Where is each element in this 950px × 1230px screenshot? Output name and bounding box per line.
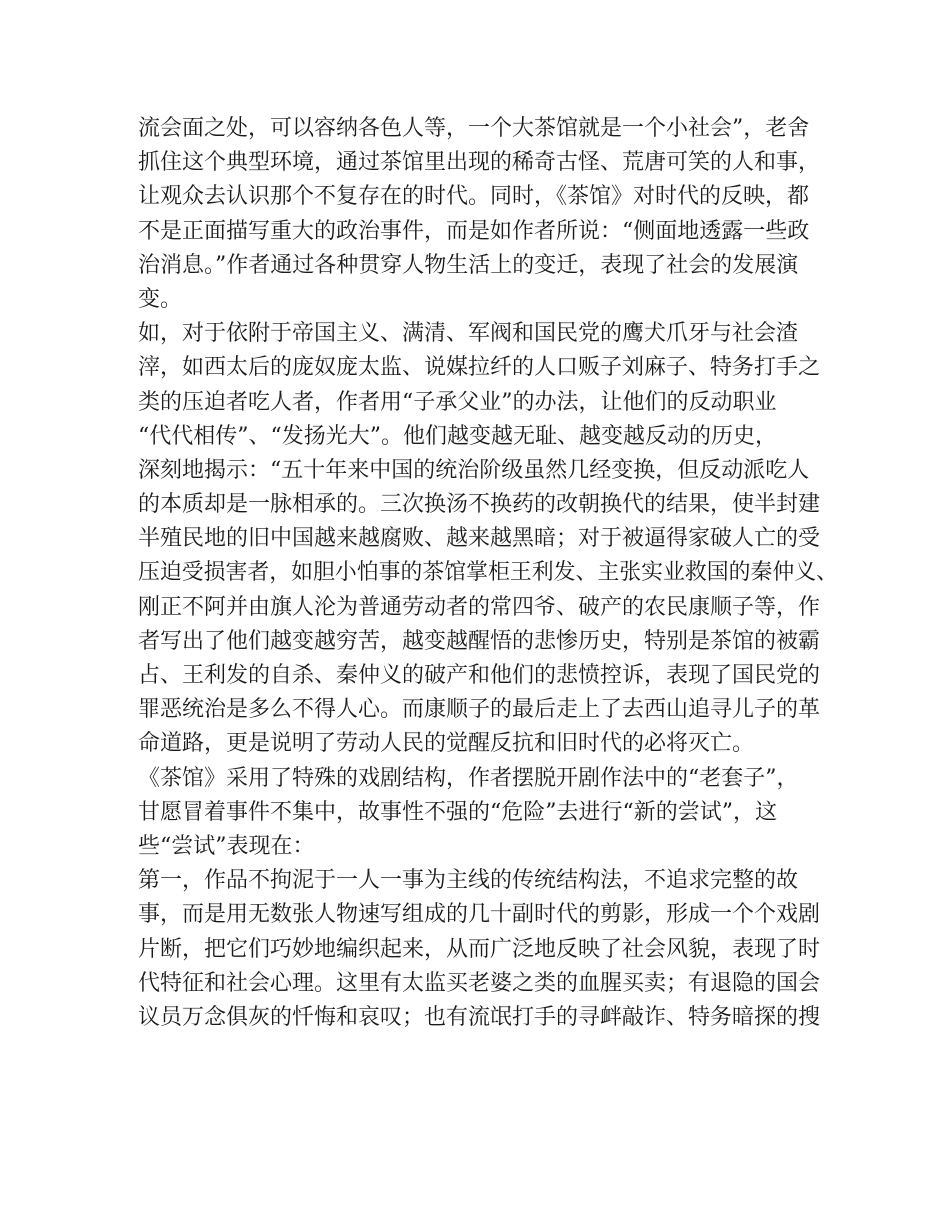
text-line: 压迫受损害者，如胆小怕事的茶馆掌柜王利发、主张实业救国的秦仲义、: [138, 560, 839, 586]
text-line: 第一，作品不拘泥于一人一事为主线的传统结构法，不追求完整的故: [138, 868, 799, 894]
body-text: [138, 112, 839, 1035]
text-line: 者写出了他们越变越穷苦，越变越醒悟的悲惨历史，特别是茶馆的被霸: [138, 628, 821, 654]
text-line: 片断，把它们巧妙地编织起来，从而广泛地反映了社会风貌，表现了时: [138, 936, 821, 962]
text-line: 事，而是用无数张人物速写组成的几十副时代的剪影，形成一个个戏剧: [138, 902, 821, 928]
text-line: “代代相传”、“发扬光大”。他们越变越无耻、越变越反动的历史，: [138, 423, 777, 449]
text-line: 议员万念俱灰的忏悔和哀叹；也有流氓打手的寻衅敲诈、特务暗探的搜: [138, 1004, 821, 1030]
text-line: 命道路，更是说明了劳动人民的觉醒反抗和旧时代的必将灭亡。: [138, 731, 755, 757]
text-line: 如，对于依附于帝国主义、满清、军阀和国民党的鹰犬爪牙与社会渣: [138, 321, 799, 347]
text-line: 占、王利发的自杀、秦仲义的破产和他们的悲愤控诉，表现了国民党的: [138, 663, 821, 688]
text-line: 代特征和社会心理。这里有太监买老婆之类的血腥买卖；有退隐的国会: [138, 970, 821, 996]
text-line: 刚正不阿并由旗人沦为普通劳动者的常四爷、破产的农民康顺子等，作: [138, 594, 821, 620]
text-line: 《茶馆》采用了特殊的戏剧结构，作者摆脱开剧作法中的“老套子”，: [138, 765, 799, 791]
text-line: 滓，如西太后的庞奴庞太监、说媒拉纤的人口贩子刘麻子、特务打手之: [138, 355, 821, 381]
text-line: 甘愿冒着事件不集中，故事性不强的“危险”去进行“新的尝试”，这: [138, 799, 777, 825]
text-line: 的本质却是一脉相承的。三次换汤不换药的改朝换代的结果，使半封建: [138, 492, 821, 518]
text-line: 流会面之处，可以容纳各色人等，一个大茶馆就是一个小社会”，老舍: [138, 116, 810, 141]
text-line: 罪恶统治是多么不得人心。而康顺子的最后走上了去西山追寻儿子的革: [138, 697, 821, 723]
text-line: 深刻地揭示：“五十年来中国的统治阶级虽然几经变换，但反动派吃人: [138, 457, 810, 483]
text-line: 些“尝试”表现在：: [138, 833, 315, 859]
text-line: 半殖民地的旧中国越来越腐败、越来越黑暗；对于被逼得家破人亡的受: [138, 526, 821, 552]
text-line: 类的压迫者吃人者，作者用“子承父业”的办法，让他们的反动职业: [138, 389, 777, 415]
text-line: 治消息。”作者通过各种贯穿人物生活上的变迁，表现了社会的发展演: [138, 252, 799, 278]
text-line: 让观众去认识那个不复存在的时代。同时，《茶馆》对时代的反映，都: [138, 184, 810, 210]
text-line: 变。: [138, 286, 183, 312]
text-line: 不是正面描写重大的政治事件，而是如作者所说：“侧面地透露一些政: [138, 218, 810, 244]
text-line: 抓住这个典型环境，通过茶馆里出现的稀奇古怪、荒唐可笑的人和事，: [138, 150, 821, 176]
